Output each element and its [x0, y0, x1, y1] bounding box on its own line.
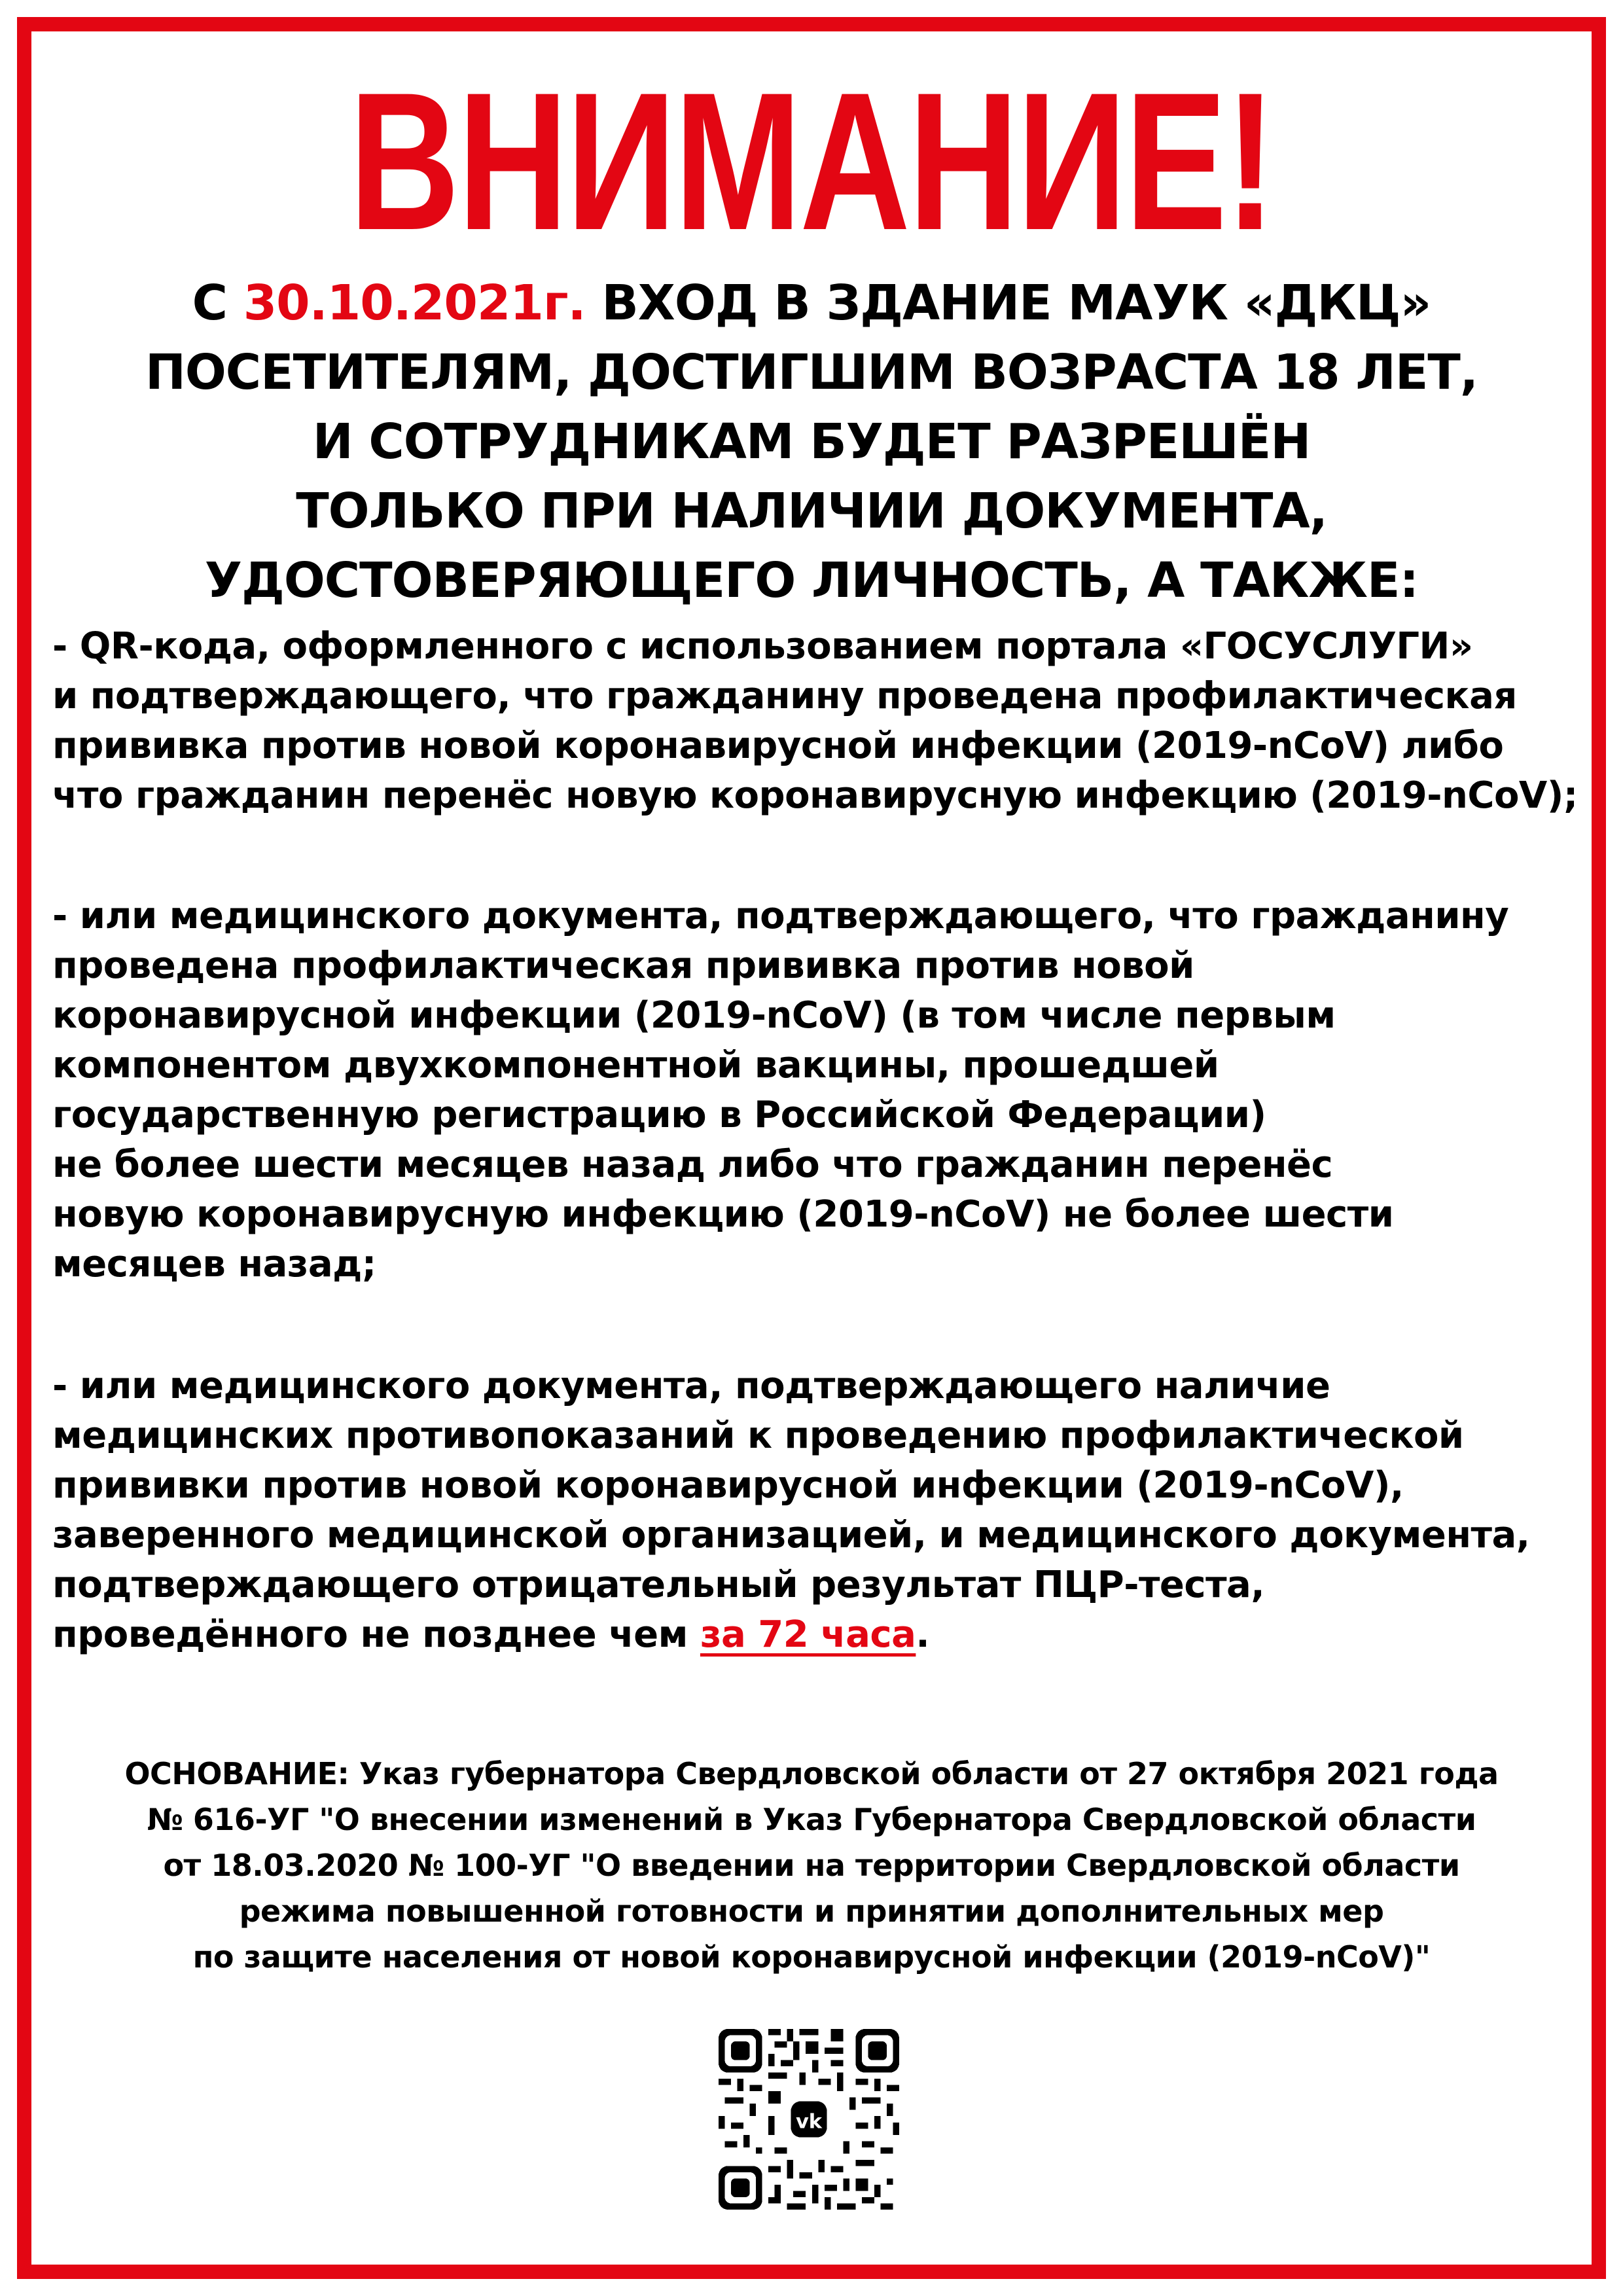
lead-line-2: ПОСЕТИТЕЛЯМ, ДОСТИГШИМ ВОЗРАСТА 18 ЛЕТ, [145, 344, 1478, 401]
item3-last-prefix: проведённого не позднее чем [52, 1613, 700, 1656]
item3-line: подтверждающего отрицательный результат ПЦР-теста, [52, 1564, 1265, 1606]
lead-line-1 [0, 268, 1623, 338]
qr-code-icon [719, 2029, 899, 2210]
page-title: ВНИМАНИЕ! [349, 51, 1274, 271]
effective-date: 30.10.2021г. [243, 275, 586, 331]
svg-text:vk: vk [795, 2110, 823, 2134]
lead-line-3: И СОТРУДНИКАМ БУДЕТ РАЗРЕШЁН [312, 414, 1311, 470]
vk-logo-icon [787, 2098, 831, 2142]
item2-line: государственную регистрацию в Российской Федерации) [52, 1094, 1266, 1136]
pcr-deadline-highlight: за 72 часа [700, 1613, 916, 1656]
item1-line: что гражданин перенёс новую коронавирусную инфекцию (2019-nCoV); [52, 774, 1578, 817]
item1-line: - QR-кода, оформленного с использованием портала «ГОСУСЛУГИ» [52, 625, 1473, 668]
item3-line: заверенного медицинской организацией, и медицинского документа, [52, 1514, 1530, 1556]
item2-line: компонентом двухкомпонентной вакцины, прошедшей [52, 1044, 1219, 1086]
requirement-vaccination-document [52, 891, 1571, 1289]
lead-line-4: ТОЛЬКО ПРИ НАЛИЧИИ ДОКУМЕНТА, [296, 483, 1327, 539]
basis-line-2: № 616-УГ "О внесении изменений в Указ Губернатора Свердловской области [147, 1802, 1476, 1837]
basis-line-3: от 18.03.2020 № 100-УГ "О введении на территории Свердловской области [163, 1848, 1460, 1883]
legal-basis [0, 1751, 1623, 1980]
item1-line: и подтверждающего, что гражданину проведена профилактическая [52, 675, 1517, 717]
item2-line: месяцев назад; [52, 1243, 376, 1285]
lead-line-1-prefix: С [192, 275, 243, 331]
basis-line-4: режима повышенной готовности и принятии дополнительных мер [239, 1893, 1384, 1929]
item3-last-line [52, 1610, 1571, 1660]
item2-line: новую коронавирусную инфекцию (2019-nCoV) не более шести [52, 1193, 1394, 1236]
item2-line: - или медицинского документа, подтверждающего, что гражданину [52, 895, 1509, 937]
requirement-medical-exemption [52, 1361, 1571, 1660]
item3-line: медицинских противопоказаний к проведению профилактической [52, 1414, 1464, 1457]
basis-line-5: по защите населения от новой коронавирусной инфекции (2019-nCoV)" [192, 1939, 1431, 1975]
basis-label: ОСНОВАНИЕ: [124, 1756, 349, 1791]
item2-line: проведена профилактическая прививка против новой [52, 944, 1194, 987]
lead-line-1-suffix: ВХОД В ЗДАНИЕ МАУК «ДКЦ» [585, 275, 1431, 331]
item3-line: - или медицинского документа, подтверждающего наличие [52, 1365, 1330, 1407]
basis-line-1 [0, 1751, 1623, 1797]
item3-last-suffix: . [916, 1613, 930, 1656]
item2-line: не более шести месяцев назад либо что гражданин перенёс [52, 1143, 1333, 1186]
lead-notice [0, 268, 1623, 615]
lead-line-5: УДОСТОВЕРЯЮЩЕГО ЛИЧНОСТЬ, А ТАКЖЕ: [204, 552, 1419, 609]
item1-line: прививка против новой коронавирусной инфекции (2019-nCoV) либо [52, 725, 1504, 767]
requirement-qr-code [52, 622, 1578, 821]
item2-line: коронавирусной инфекции (2019-nCoV) (в том числе первым [52, 994, 1336, 1037]
item3-line: прививки против новой коронавирусной инфекции (2019-nCoV), [52, 1464, 1404, 1507]
basis-line-1-rest: Указ губернатора Свердловской области от 27 октября 2021 года [349, 1756, 1499, 1791]
